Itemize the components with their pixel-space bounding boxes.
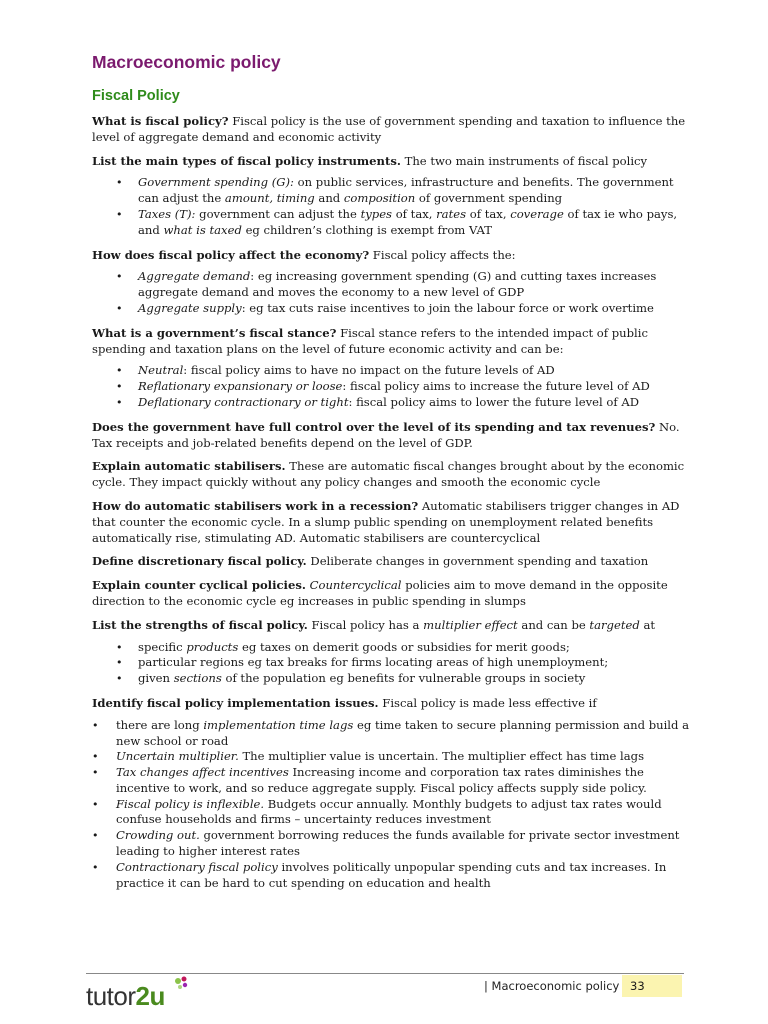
list-item: • Aggregate demand: eg increasing government spending (G) and cutting taxes increases aggregate demand and moves the economy to a new level of GDP [92, 269, 692, 301]
list-item: • Uncertain multiplier. The multiplier value is uncertain. The multiplier effect has time lags [92, 749, 692, 765]
footer-divider [86, 973, 684, 974]
instruments-list [92, 175, 692, 238]
page-number: 33 [622, 975, 682, 997]
list-item: • Government spending (G): on public services, infrastructure and benefits. The government can adjust the amount, timing and composition of government spending [92, 175, 692, 207]
list-item: • Tax changes affect incentives Increasing income and corporation tax rates diminishes the incentive to work, and so reduce aggregate supply. Fiscal policy affects supply side policy. [92, 765, 692, 797]
list-item: • Deflationary contractionary or tight: fiscal policy aims to lower the future level of AD [92, 395, 692, 411]
paragraph-discretionary: Define discretionary fiscal policy. Deliberate changes in government spending and taxation [92, 554, 649, 569]
paragraph-what-is-fiscal-policy: What is fiscal policy? Fiscal policy is the use of government spending and taxation to influence the level of aggregate demand and economic activity [92, 114, 686, 144]
issues-list [92, 718, 692, 892]
list-item: • Contractionary fiscal policy involves politically unpopular spending cuts and tax increases. In practice it can be hard to cut spending on education and health [92, 860, 692, 892]
list-item: • specific products eg taxes on demerit goods or subsidies for merit goods; [92, 640, 692, 656]
list-item: • Neutral: fiscal policy aims to have no impact on the future levels of AD [92, 363, 692, 379]
list-item: • there are long implementation time lags eg time taken to secure planning permission and build a new school or road [92, 718, 692, 750]
list-item: • Reflationary expansionary or loose: fiscal policy aims to increase the future level of AD [92, 379, 692, 395]
paragraph-instruments: List the main types of fiscal policy instruments. The two main instruments of fiscal policy [92, 153, 648, 168]
paragraph-stabilisers-recession: How do automatic stabilisers work in a recession? Automatic stabilisers trigger changes in AD that counter the economic cycle. In a slump public spending on unemployment related benefits automatically rise, stimulating AD. Automatic stabilisers are countercyclical [92, 498, 680, 545]
section-subtitle: Fiscal Policy [92, 88, 180, 104]
list-item: • Aggregate supply: eg tax cuts raise incentives to join the labour force or work overtime [92, 301, 692, 317]
page-title: Macroeconomic policy [92, 52, 281, 72]
paragraph-fiscal-stance: What is a government’s fiscal stance? Fiscal stance refers to the intended impact of public spending and taxation plans on the level of future economic activity and can be: [92, 325, 648, 356]
paragraph-economy-effect: How does fiscal policy affect the economy? Fiscal policy affects the: [92, 247, 516, 262]
document-page [92, 50, 692, 900]
footer-section-label: | Macroeconomic policy [484, 979, 620, 993]
list-item: • Fiscal policy is inflexible. Budgets occur annually. Monthly budgets to adjust tax rates would confuse households and firms – uncertainty reduces investment [92, 797, 692, 829]
effects-list [92, 269, 692, 316]
list-item: • Taxes (T): government can adjust the types of tax, rates of tax, coverage of tax ie who pays, and what is taxed eg children’s clothing is exempt from VAT [92, 207, 692, 239]
paragraph-strengths: List the strengths of fiscal policy. Fiscal policy has a multiplier effect and can be targeted at [92, 617, 656, 632]
list-item: • given sections of the population eg benefits for vulnerable groups in society [92, 671, 692, 687]
list-item: • particular regions eg tax breaks for firms locating areas of high unemployment; [92, 655, 692, 671]
paragraph-automatic-stabilisers: Explain automatic stabilisers. These are automatic fiscal changes brought about by the economic cycle. They impact quickly without any policy changes and smooth the economic cycle [92, 459, 685, 490]
tutor2u-logo: tutor2u [86, 981, 165, 1011]
logo-flower-icon [170, 975, 192, 995]
paragraph-counter-cyclical: Explain counter cyclical policies. Countercyclical policies aim to move demand in the opposite direction to the economic cycle eg increases in public spending in slumps [92, 578, 668, 608]
stance-list [92, 363, 692, 410]
paragraph-implementation-issues: Identify fiscal policy implementation issues. Fiscal policy is made less effective if [92, 695, 597, 710]
paragraph-full-control: Does the government have full control over the level of its spending and tax revenues? No. Tax receipts and job-related benefits depend on the level of GDP. [92, 419, 680, 450]
list-item: • Crowding out. government borrowing reduces the funds available for private sector investment leading to higher interest rates [92, 828, 692, 860]
strengths-list [92, 640, 692, 687]
